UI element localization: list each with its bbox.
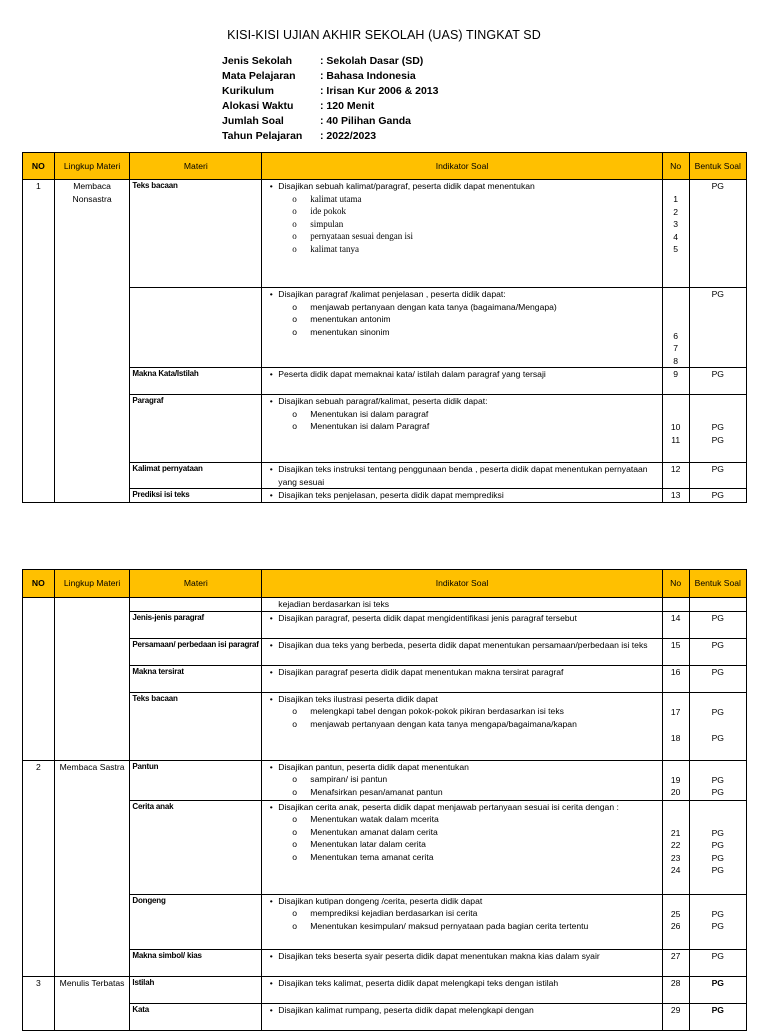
cell-nomor xyxy=(662,894,689,949)
bullet-icon: • xyxy=(269,666,273,677)
cell-indikator xyxy=(262,463,662,489)
document-meta xyxy=(222,54,438,144)
kisi-table-1 xyxy=(22,152,747,503)
bullet-icon: • xyxy=(269,977,273,988)
cell-bentuk: PG xyxy=(689,611,746,638)
bentuk-value: PG xyxy=(711,706,724,717)
question-number: 17 xyxy=(670,706,681,717)
cell-nomor xyxy=(662,800,689,894)
cell-materi: Teks bacaan xyxy=(130,180,262,288)
cell-bentuk: PG xyxy=(689,1003,746,1030)
question-number: 19 xyxy=(670,774,681,785)
question-number: 6 xyxy=(673,330,679,341)
cell-materi: Kalimat pernyataan xyxy=(130,463,262,489)
question-number: 1 xyxy=(673,194,679,204)
cell-nomor: 29 xyxy=(662,1003,689,1030)
cell-materi: Istilah xyxy=(130,976,262,1003)
sub-item: menjawab pertanyaan dengan kata tanya (bagaimana/Mengapa) xyxy=(310,301,557,312)
sub-bullet-icon: o xyxy=(292,193,297,204)
bullet-icon: • xyxy=(269,289,273,299)
cell-materi: Makna Kata/Istilah xyxy=(130,368,262,395)
cell-materi xyxy=(130,288,262,368)
cell-indikator xyxy=(262,638,662,665)
question-number: 24 xyxy=(670,865,681,875)
header-bentuk: Bentuk Soal xyxy=(689,153,746,180)
question-number: 8 xyxy=(673,355,679,366)
cell-materi: Cerita anak xyxy=(130,800,262,894)
table-row xyxy=(23,760,747,800)
indikator-text: Disajikan paragraf peserta didik dapat menentukan makna tersirat paragraf xyxy=(278,666,564,677)
cell-nomor: 13 xyxy=(662,489,689,503)
sub-bullet-icon: o xyxy=(292,301,298,312)
question-number: 25 xyxy=(670,908,681,919)
cell-nomor: 15 xyxy=(662,638,689,665)
table-row xyxy=(23,368,747,395)
cell-indikator xyxy=(262,395,662,463)
table-row xyxy=(23,692,747,760)
sub-item: Menentukan isi dalam Paragraf xyxy=(310,421,430,431)
indikator-text: Disajikan teks beserta syair peserta didik dapat menentukan makna kias dalam syair xyxy=(278,950,600,961)
cell-indikator xyxy=(262,288,662,368)
indikator-text: Disajikan cerita anak, peserta didik dapat menjawab pertanyaan sesuai isi cerita dengan : xyxy=(278,801,619,812)
cell-lingkup: Menulis Terbatas xyxy=(54,976,130,1030)
meta-key: Jenis Sekolah xyxy=(222,55,293,67)
cell-nomor: 9 xyxy=(662,368,689,395)
indikator-text: Disajikan pantun, peserta didik dapat menentukan xyxy=(278,761,469,772)
sub-item: pernyataan sesuai dengan isi xyxy=(310,231,413,241)
table-row xyxy=(23,949,747,976)
bentuk-value: PG xyxy=(711,840,724,850)
table-row xyxy=(23,894,747,949)
bullet-icon: • xyxy=(269,801,273,812)
sub-bullet-icon: o xyxy=(292,421,298,431)
table-row xyxy=(23,288,747,368)
bullet-icon: • xyxy=(269,369,273,379)
header-indikator: Indikator Soal xyxy=(262,570,662,598)
question-number: 5 xyxy=(673,244,679,254)
cell-indikator xyxy=(262,665,662,692)
bentuk-value: PG xyxy=(711,774,724,785)
header-materi: Materi xyxy=(130,153,262,180)
bullet-icon: • xyxy=(269,464,273,474)
sub-item: Menentukan tema amanat cerita xyxy=(310,851,434,862)
cell-bentuk: PG xyxy=(689,463,746,489)
cell-indikator xyxy=(262,180,662,288)
question-number: 22 xyxy=(670,840,681,850)
header-lingkup: Lingkup Materi xyxy=(54,153,130,180)
bullet-icon: • xyxy=(269,950,273,961)
cell-materi xyxy=(130,598,262,612)
table-row xyxy=(23,598,747,612)
sub-bullet-icon: o xyxy=(292,908,298,918)
sub-bullet-icon: o xyxy=(292,920,298,931)
cell-nomor xyxy=(662,395,689,463)
cell-bentuk: PG xyxy=(689,288,746,368)
sub-bullet-icon: o xyxy=(292,218,297,229)
bullet-icon: • xyxy=(269,895,273,906)
table-row xyxy=(23,611,747,638)
header-indikator: Indikator Soal xyxy=(262,153,662,180)
cell-no: 2 xyxy=(23,760,55,976)
sub-bullet-icon: o xyxy=(292,851,298,862)
bullet-icon: • xyxy=(269,761,273,772)
cell-indikator xyxy=(262,800,662,894)
meta-value: : 2022/2023 xyxy=(320,130,377,142)
cell-bentuk xyxy=(689,760,746,800)
cell-indikator: kejadian berdasarkan isi teks xyxy=(262,598,662,612)
header-nomor: No xyxy=(662,570,689,598)
header-nomor: No xyxy=(662,153,689,180)
cell-bentuk: PG xyxy=(689,638,746,665)
table-row xyxy=(23,638,747,665)
sub-item: melengkapi tabel dengan pokok-pokok pikiran berdasarkan isi teks xyxy=(310,706,564,716)
indikator-text: Disajikan kutipan dongeng /cerita, peserta didik dapat xyxy=(278,895,483,906)
sub-item: kalimat tanya xyxy=(310,243,359,254)
indikator-text: Disajikan paragraf /kalimat penjelasan , peserta didik dapat: xyxy=(278,289,506,299)
sub-bullet-icon: o xyxy=(292,774,298,784)
table-row xyxy=(23,800,747,894)
cell-materi: Pantun xyxy=(130,760,262,800)
indikator-text: Disajikan teks penjelasan, peserta didik dapat memprediksi xyxy=(278,490,504,500)
bentuk-value: PG xyxy=(711,787,724,797)
sub-item: kalimat utama xyxy=(310,193,362,204)
sub-bullet-icon: o xyxy=(292,314,298,324)
cell-bentuk: PG xyxy=(689,180,746,288)
sub-bullet-icon: o xyxy=(292,826,298,837)
cell-lingkup: Membaca Nonsastra xyxy=(54,180,130,503)
cell-indikator xyxy=(262,894,662,949)
question-number: 7 xyxy=(673,343,679,353)
cell-indikator xyxy=(262,611,662,638)
header-no: NO xyxy=(23,153,55,180)
cell-nomor xyxy=(662,598,689,612)
meta-key: Tahun Pelajaran xyxy=(222,130,303,142)
cell-materi: Jenis-jenis paragraf xyxy=(130,611,262,638)
question-number: 23 xyxy=(670,852,681,863)
sub-bullet-icon: o xyxy=(292,243,297,254)
sub-item: Menentukan kesimpulan/ maksud pernyataan pada bagian cerita tertentu xyxy=(310,920,589,931)
document-title: KISI-KISI UJIAN AKHIR SEKOLAH (UAS) TINGKAT SD xyxy=(227,28,541,42)
cell-nomor xyxy=(662,180,689,288)
bullet-icon: • xyxy=(269,693,273,704)
question-number: 4 xyxy=(673,231,679,242)
cell-indikator xyxy=(262,976,662,1003)
kisi-table-2 xyxy=(22,569,747,1031)
question-number: 11 xyxy=(671,434,681,445)
cell-bentuk: PG xyxy=(689,949,746,976)
table-row xyxy=(23,180,747,288)
bullet-icon: • xyxy=(269,612,273,623)
cell-nomor: 27 xyxy=(662,949,689,976)
cell-nomor: 28 xyxy=(662,976,689,1003)
bullet-icon: • xyxy=(269,396,273,406)
indikator-text: Disajikan teks instruksi tentang penggunaan benda , peserta didik dapat menentukan pernyataan yang sesuai xyxy=(278,464,648,487)
sub-item: sampiran/ isi pantun xyxy=(310,774,388,784)
table-row xyxy=(23,1003,747,1030)
sub-item: Menafsirkan pesan/amanat pantun xyxy=(310,786,443,797)
cell-materi: Kata xyxy=(130,1003,262,1030)
cell-materi: Dongeng xyxy=(130,894,262,949)
cell-nomor xyxy=(662,692,689,760)
indikator-text: Disajikan teks ilustrasi peserta didik dapat xyxy=(278,693,438,704)
indikator-text: Disajikan sebuah paragraf/kalimat, peserta didik dapat: xyxy=(278,396,488,406)
meta-key: Alokasi Waktu xyxy=(222,100,294,112)
header-materi: Materi xyxy=(130,570,262,598)
cell-bentuk xyxy=(689,894,746,949)
cell-indikator xyxy=(262,1003,662,1030)
cell-nomor: 14 xyxy=(662,611,689,638)
sub-item: menjawab pertanyaan dengan kata tanya mengapa/bagaimana/kapan xyxy=(310,718,577,729)
meta-key: Kurikulum xyxy=(222,85,274,97)
sub-item: Menentukan latar dalam cerita xyxy=(310,839,426,849)
sub-bullet-icon: o xyxy=(292,408,298,419)
header-bentuk: Bentuk Soal xyxy=(689,570,746,598)
question-number: 21 xyxy=(670,827,681,838)
question-number: 20 xyxy=(670,787,681,797)
header-lingkup: Lingkup Materi xyxy=(54,570,130,598)
table-header-row xyxy=(23,153,747,180)
sub-item: memprediksi kejadian berdasarkan isi cerita xyxy=(310,908,478,918)
indikator-text: Disajikan sebuah kalimat/paragraf, peserta didik dapat menentukan xyxy=(278,181,535,191)
sub-bullet-icon: o xyxy=(292,718,298,729)
bentuk-value: PG xyxy=(711,422,724,432)
cell-no: 1 xyxy=(23,180,55,503)
cell-nomor: 16 xyxy=(662,665,689,692)
cell-indikator xyxy=(262,368,662,395)
sub-bullet-icon: o xyxy=(292,326,298,337)
meta-key: Jumlah Soal xyxy=(222,115,284,127)
sub-item: Menentukan isi dalam paragraf xyxy=(310,408,429,419)
bullet-icon: • xyxy=(269,1004,273,1015)
bullet-icon: • xyxy=(269,639,273,650)
meta-value: : 120 Menit xyxy=(320,100,375,112)
cell-materi: Makna tersirat xyxy=(130,665,262,692)
meta-value: : Irisan Kur 2006 & 2013 xyxy=(320,85,439,97)
meta-value: : Sekolah Dasar (SD) xyxy=(320,55,424,67)
bentuk-value: PG xyxy=(711,921,724,931)
bentuk-value: PG xyxy=(711,827,724,838)
header-no: NO xyxy=(23,570,55,598)
cell-no: 3 xyxy=(23,976,55,1030)
cell-no xyxy=(23,598,55,761)
sub-item: ide pokok xyxy=(310,206,347,216)
indikator-text: Peserta didik dapat memaknai kata/ istilah dalam paragraf yang tersaji xyxy=(278,369,546,379)
cell-indikator xyxy=(262,692,662,760)
bullet-icon: • xyxy=(269,490,273,500)
sub-bullet-icon: o xyxy=(292,839,298,849)
sub-bullet-icon: o xyxy=(292,786,298,797)
sub-item: menentukan antonim xyxy=(310,314,391,324)
cell-lingkup xyxy=(54,598,130,761)
cell-materi: Persamaan/ perbedaan isi paragraf xyxy=(130,638,262,665)
cell-materi: Makna simbol/ kias xyxy=(130,949,262,976)
indikator-text: Disajikan teks kalimat, peserta didik dapat melengkapi teks dengan istilah xyxy=(278,977,559,988)
question-number: 18 xyxy=(670,733,681,743)
cell-materi: Teks bacaan xyxy=(130,692,262,760)
cell-materi: Paragraf xyxy=(130,395,262,463)
sub-item: menentukan sinonim xyxy=(310,326,390,337)
sub-item: Menentukan amanat dalam cerita xyxy=(310,826,438,837)
bullet-icon: • xyxy=(269,181,273,191)
sub-bullet-icon: o xyxy=(292,231,297,241)
bentuk-value: PG xyxy=(711,908,724,919)
meta-key: Mata Pelajaran xyxy=(222,70,296,82)
indikator-text: Disajikan paragraf, peserta didik dapat mengidentifikasi jenis paragraf tersebut xyxy=(278,612,577,623)
question-number: 2 xyxy=(673,206,679,217)
cell-materi: Prediksi isi teks xyxy=(130,489,262,503)
cell-indikator xyxy=(262,489,662,503)
cell-nomor: 12 xyxy=(662,463,689,489)
question-number: 3 xyxy=(673,219,679,229)
table-row xyxy=(23,489,747,503)
sub-item: simpulan xyxy=(310,218,344,229)
sub-bullet-icon: o xyxy=(292,206,297,216)
sub-item: Menentukan watak dalam mcerita xyxy=(310,814,439,824)
meta-value: : 40 Pilihan Ganda xyxy=(320,115,412,127)
table-header-row xyxy=(23,570,747,598)
cell-indikator xyxy=(262,760,662,800)
cell-indikator xyxy=(262,949,662,976)
bentuk-value: PG xyxy=(711,434,724,445)
cell-bentuk xyxy=(689,692,746,760)
cell-bentuk: PG xyxy=(689,976,746,1003)
cell-lingkup: Membaca Sastra xyxy=(54,760,130,976)
bentuk-value: PG xyxy=(711,865,724,875)
meta-value: : Bahasa Indonesia xyxy=(320,70,416,82)
cell-bentuk xyxy=(689,598,746,612)
cell-bentuk xyxy=(689,800,746,894)
table-row xyxy=(23,976,747,1003)
table-row xyxy=(23,395,747,463)
question-number: 10 xyxy=(670,422,681,432)
bentuk-value: PG xyxy=(711,733,724,743)
indikator-text: Disajikan dua teks yang berbeda, peserta didik dapat menentukan persamaan/perbedaan isi teks xyxy=(278,639,648,650)
bentuk-value: PG xyxy=(711,852,724,863)
cell-bentuk: PG xyxy=(689,368,746,395)
cell-bentuk: PG xyxy=(689,665,746,692)
table-row xyxy=(23,463,747,489)
cell-bentuk xyxy=(689,395,746,463)
cell-nomor xyxy=(662,760,689,800)
sub-bullet-icon: o xyxy=(292,706,298,716)
sub-bullet-icon: o xyxy=(292,814,298,824)
cell-nomor xyxy=(662,288,689,368)
indikator-text: Disajikan kalimat rumpang, peserta didik dapat melengkapi dengan xyxy=(278,1004,534,1015)
question-number: 26 xyxy=(670,921,681,931)
table-row xyxy=(23,665,747,692)
cell-bentuk: PG xyxy=(689,489,746,503)
